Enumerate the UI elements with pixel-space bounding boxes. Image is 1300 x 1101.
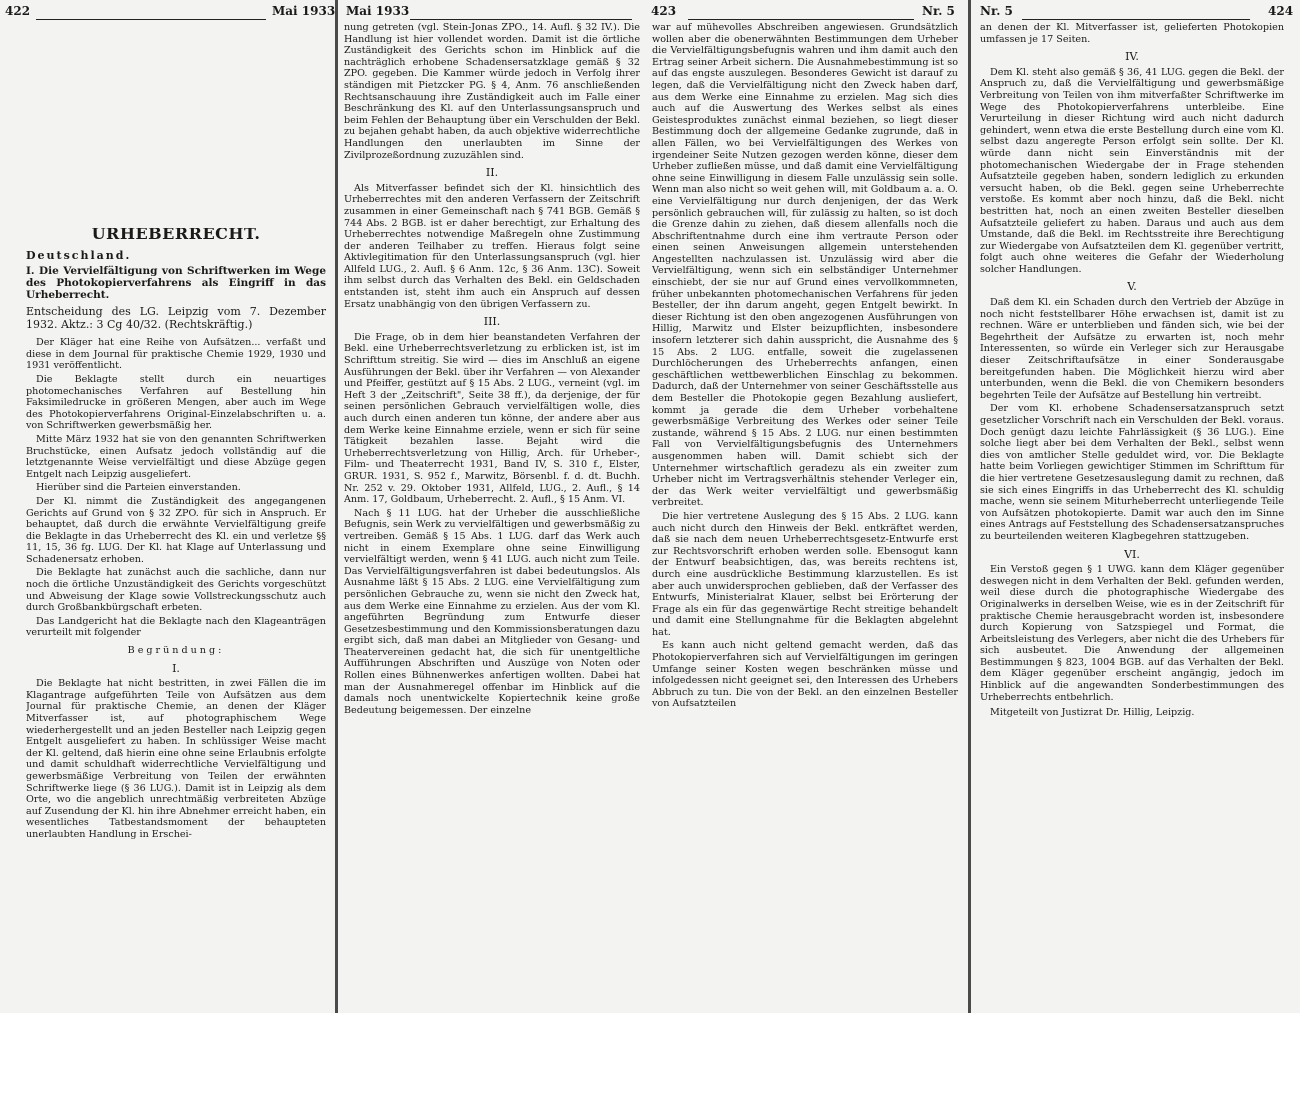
paragraph: Es kann auch nicht geltend gemacht werden, daß das Photokopierverfahren sich auf Vervielfältigungen im geringen Umfange seiner Kosten wegen beschränken müsse und infolgedessen nicht geeignet sei, den Interessen des Urhebers Abbruch zu tun. Die von der Bekl. an den einzelnen Besteller von Aufsatzteilen (652, 640, 958, 710)
article-title: URHEBERRECHT. (91, 228, 261, 243)
blank-margin (0, 1013, 1300, 1101)
paragraph: Die Beklagte hat zunächst auch die sachliche, dann nur noch die örtliche Unzuständigkeit des Gerichts vorgeschützt und Abweisung der Klage sowie Vollstreckungsschutz auch durch Großbankbürgschaft erbeten. (26, 567, 326, 614)
case-subheading: I. Die Vervielfältigung von Schriftwerken im Wege des Photokopierverfahrens als Eingriff in das Urheberrecht. (26, 265, 326, 302)
header-rule-right (1022, 19, 1250, 20)
paragraph: Der vom Kl. erhobene Schadensersatzanspruch setzt gesetzlicher Vorschrift nach ein Verschulden der Bekl. voraus. Doch genügt dazu leichte Fahrlässigkeit (§ 36 LUG.). Eine solche liegt aber bei dem Verhalten der Bekl., selbst wenn dies von amtlicher Stelle geduldet wird, vor. Die Beklagte hatte beim Vorliegen gewichtiger Stimmen im Schrifttum für die hier vertretene Gesetzesauslegung damit zu rechnen, daß sie sich eines Eingriffs in das Urheberrecht des Kl. schuldig mache, wenn sie seinem Miturheberrecht unterliegende Teile von Aufsätzen photokopierte. Damit war auch den im Sinne eines Antrags auf Feststellung des Schadensersatzanspruches zu beurteilenden weiteren Klagbegehren stattzugeben. (980, 403, 1284, 542)
paragraph: war auf mühevolles Abschreiben angewiesen. Grundsätzlich wollen aber die obenerwähnten Bestimmungen dem Urheber die Vervielfältigungsbefugnis wahren und ihm damit auch den Ertrag seiner Arbeit sichern. Die Ausnahmebestimmung ist so auf das engste auszulegen. Besonderes Gewicht ist darauf zu legen, daß die Vervielfältigung nicht den Zweck haben darf, aus dem Werke eine Einnahme zu erzielen. Mag sich dies auch auf die Auswertung des Werkes selbst als eines Geistesproduktes zunächst einmal beziehen, so liegt dieser Bestimmung doch der allgemeine Gedanke zugrunde, daß in allen Fällen, wo bei Vervielfältigungen des Werkes von irgendeiner Seite Nutzen gezogen werden könne, dieser dem Urheber zufließen müsse, und daß damit eine Vervielfältigung ohne seine Einwilligung in diesem Falle unzulässig sein solle. Wenn man also nicht so weit gehen will, mit Goldbaum a. a. O. eine Vervielfältigung nur durch denjenigen, der das Werk persönlich gebrauchen will, für zulässig zu halten, so ist doch die Grenze dahin zu ziehen, daß diesem allenfalls noch die Abschriftentnahme durch eine ihm vertraute Person oder einen seinen Anweisungen allgemein unterstehenden Angestellten nachzulassen ist. Unzulässig wird aber die Vervielfältigung, wenn sich ein selbständiger Unternehmer einschiebt, der sie nur auf Grund eines vervollkommneten, früher unbekannten photomechanischen Verfahrens für jeden Besteller, der ihn darum angeht, gegen Entgelt bewirkt. In dieser Richtung ist den oben angezogenen Ausführungen von Hillig, Marwitz und Elster beizupflichten, insbesondere insofern letzterer sich dahin ausspricht, die Ausnahme des § 15 Abs. 2 LUG. entfalle, soweit die zugelassenen Durchlöcherungen des Urheberrechts anfangen, einen geschäftlichen wettbewerblichen Einschlag zu bekommen. Dadurch, daß der Unternehmer von seiner Geschäftsstelle aus dem Besteller die Photokopie gegen Bezahlung ausliefert, kommt ja gerade die dem Urheber vorbehaltene gewerbsmäßige Verbreitung des Werkes oder seiner Teile zustande, während § 15 Abs. 2 LUG. nur einen bestimmten Fall von Vervielfältigungsbefugnis des Unternehmers ausgenommen haben will. Damit schiebt sich der Unternehmer wirtschaftlich geradezu als ein zweiter zum Urheber nicht im Vertragsverhältnis stehender Verleger ein, der das Werk weiter vervielfältigt und gewerbsmäßig verbreitet. (652, 22, 958, 509)
section-heading-1: I. (172, 661, 180, 675)
paragraph: an denen der Kl. Mitverfasser ist, gelieferten Photokopien umfassen je 17 Seiten. (980, 22, 1284, 45)
text-column-2 (344, 22, 640, 1007)
header-rule-middle-a (410, 19, 632, 20)
paragraph: Mitte März 1932 hat sie von den genannten Schriftwerken Bruchstücke, einen Aufsatz jedoch vollständig auf die letztgenannte Weise vervielfältigt und diese Abzüge gegen Entgelt nach Leipzig ausgeliefert. (26, 433, 326, 480)
signoff: Mitgeteilt von Justizrat Dr. Hillig, Leipzig. (990, 707, 1195, 719)
paragraph: Daß dem Kl. ein Schaden durch den Vertrieb der Abzüge in noch nicht feststellbarer Höhe erwachsen ist, damit ist zu rechnen. Wäre er unterblieben und fänden sich, wie bei der Begehrtheit der Aufsätze zu erwarten ist, noch mehr Interessenten, so würde ein Verleger sich zur Herausgabe dieser Zeitschriftaufsätze in einer Sonderausgabe bereitgefunden haben. Die Möglichkeit hierzu wird aber unterbunden, wenn die Bekl. die von Chemikern besonders begehrten Teile der Aufsätze auf Bestellung hin vertreibt. (980, 297, 1284, 401)
section-heading-2: II. (485, 166, 499, 180)
text-column-1 (26, 228, 326, 1007)
paragraph: Ein Verstoß gegen § 1 UWG. kann dem Kläger gegenüber deswegen nicht in dem Verhalten der Bekl. gefunden werden, weil diese durch die photographische Wiedergabe des Originalwerks in derselben Weise, wie es in der Zeitschrift für praktische Chemie herausgebracht worden ist, insbesondere durch Kopierung von Satzspiegel und Format, die Arbeitsleistung des Verlegers, aber nicht die des Urhebers für sich ausbeutet. Die Anwendung der allgemeinen Bestimmungen § 823, 1004 BGB. auf das Verhalten der Bekl. dem Kläger gegenüber erscheint angängig, jedoch im Hinblick auf die angewandten Sonderbestimmungen des Urheberrechts entbehrlich. (980, 564, 1284, 703)
country-heading: Deutschland. (26, 248, 132, 262)
begruendung-heading: Begründung: (127, 645, 225, 657)
paragraph: Die hier vertretene Auslegung des § 15 Abs. 2 LUG. kann auch nicht durch den Hinweis der Bekl. entkräftet werden, daß sie nach dem neuen Urheberrechtsgesetz-Entwurfe erst zur Rechtsvorschrift erhoben werden solle. Ebensogut kann der Entwurf beabsichtigen, das, was bereits rechtens ist, durch eine ausdrückliche Bestimmung klarzustellen. Es ist aber auch unwidersprochen geblieben, daß der Verfasser des Entwurfs, Ministerialrat Klauer, selbst bei Erörterung der Frage als ein für das gegenwärtige Recht streitige behandelt und damit eine Stellungnahme für die Beklagten abgelehnt hat. (652, 510, 958, 638)
page-gutter-right (968, 0, 971, 1013)
paragraph: Hierüber sind die Parteien einverstanden. (36, 482, 241, 494)
text-column-3 (652, 22, 958, 1007)
paragraph: Die Frage, ob in dem hier beanstandeten Verfahren der Bekl. eine Urheberrechtsverletzung zu erblicken ist, ist im Schrifttum streitig. Sie wird — dies im Anschluß an eigene Ausführungen der Bekl. über ihr Verfahren — von Alexander und Pfeiffer, gestützt auf § 15 Abs. 2 LUG., verneint (vgl. im Heft 3 der „Zeitschrift", Seite 38 ff.), da derjenige, der für seinen persönlichen Gebrauch vervielfältigen wolle, dies auch durch einen anderen tun könne, der andere aber aus dem Werke keine Einnahme erziele, wenn er sich für seine Tätigkeit bezahlen lasse. Bejaht wird die Urheberrechtsverletzung von Hillig, Arch. für Urheber-, Film- und Theaterrecht 1931, Band IV, S. 310 f., Elster, GRUR. 1931, S. 952 f., Marwitz, Börsenbl. f. d. dt. Buchh. Nr. 252 v. 29. Oktober 1931, Allfeld, LUG., 2. Aufl., § 14 Anm. 17, Goldbaum, Urheberrecht. 2. Aufl., § 15 Anm. VI. (344, 331, 640, 506)
page-gutter-left (335, 0, 338, 1013)
paragraph: Als Mitverfasser befindet sich der Kl. hinsichtlich des Urheberrechtes mit den anderen Verfassern der Zeitschrift zusammen in einer Gemeinschaft nach § 741 BGB. Gemäß § 744 Abs. 2 BGB. ist er daher berechtigt, zur Erhaltung des Urheberrechtes notwendige Maßregeln ohne Zustimmung der anderen Teilhaber zu treffen. Hieraus folgt seine Aktivlegitimation für den Unterlassungsanspruch (vgl. hier Allfeld LUG., 2. Aufl. § 6 Anm. 12c, § 36 Anm. 13C). Soweit ihm selbst durch das Verhalten des Bekl. ein Geldschaden entstanden ist, steht ihm auch ein Anspruch auf dessen Ersatz unabhängig von den übrigen Verfassern zu. (344, 182, 640, 310)
paragraph: Dem Kl. steht also gemäß § 36, 41 LUG. gegen die Bekl. der Anspruch zu, daß die Vervielfältigung und gewerbsmäßige Verbreitung von Teilen von ihm mitverfaßter Schriftwerke im Wege des Photokopierverfahrens unterbleibe. Eine Verurteilung in dieser Richtung wird auch nicht dadurch gehindert, wenn etwa die erste Bestellung durch eine vom Kl. selbst dazu angeregte Person erfolgt sein sollte. Der Kl. würde dann nicht sein Einverständnis mit der photomechanischen Wiedergabe der in Frage stehenden Aufsatzteile gegeben haben, sondern lediglich zu erkunden versucht haben, ob die Bekl. gegen seine Urheberrechte verstoße. Es kommt aber noch hinzu, daß die Bekl. nicht bestritten hat, noch an einen zweiten Besteller dieselben Aufsatzteile geliefert zu haben. Daraus und auch aus dem Umstande, daß die Bekl. im Rechtsstreite ihre Berechtigung zur Wiedergabe von Aufsatzteilen dem Kl. gegenüber vertritt, folgt auch ohne weiteres die Gefahr der Wiederholung solcher Handlungen. (980, 66, 1284, 275)
section-heading-4: IV. (1125, 50, 1139, 64)
text-column-4 (980, 22, 1284, 1007)
page-number-422: 422 (5, 4, 31, 18)
paragraph: nung getreten (vgl. Stein-Jonas ZPO., 14. Aufl. § 32 IV.). Die Handlung ist hier vollendet worden. Damit ist die örtliche Zuständigkeit des Gerichts schon im Hinblick auf die nachträglich erhobene Schadensersatzklage gemäß § 32 ZPO. gegeben. Die Kammer würde jedoch in Verfolg ihrer ständigen mit Pietzcker PG. § 4, Anm. 76 anschließenden Rechtsanschauung ihre Zuständigkeit auch im Falle einer Beschränkung des Kl. auf den Unterlassungsanspruch und beim Fehlen der Behauptung über ein Verschulden der Bekl. zu bejahen gehabt haben, da auch objektive widerrechtliche Handlungen den unerlaubten im Sinne der Zivilprozeßordnung zuzuzählen sind. (344, 22, 640, 161)
page-number-423: 423 (651, 4, 677, 18)
page-number-424: 424 (1268, 4, 1294, 18)
paragraph: Die Beklagte stellt durch ein neuartiges photomechanisches Verfahren auf Bestellung hin Faksimiledrucke in größeren Mengen, aber auch im Wege des Photokopierverfahrens Original-Einzelabschriften u. a. von Schriftwerken gewerbsmäßig her. (26, 373, 326, 432)
header-rule-left (36, 19, 266, 20)
section-heading-6: VI. (1124, 547, 1140, 561)
header-date-left: Mai 1933 (272, 4, 336, 18)
section-heading-3: III. (483, 315, 501, 329)
paragraph: Die Beklagte hat nicht bestritten, in zwei Fällen die im Klagantrage aufgeführten Teile von Aufsätzen aus dem Journal für praktische Chemie, an denen der Kläger Mitverfasser ist, auf photographischem Wege wiederhergestellt und an jeden Besteller nach Leipzig gegen Entgelt ausgeliefert zu haben. In schlüssiger Weise macht der Kl. geltend, daß hierin eine ohne seine Erlaubnis erfolgte und damit schuldhaft widerrechtliche Vervielfältigung und gewerbsmäßige Verbreitung von Teilen der erwähnten Schriftwerke liege (§ 36 LUG.). Damit ist in Leipzig als dem Orte, wo die angeblich unrechtmäßig verbreiteten Abzüge auf Zusendung der Kl. hin ihre Abnehmer erreicht haben, ein wesentliches Tatbestandsmoment der behaupteten unerlaubten Handlung in Erschei- (26, 678, 326, 840)
paragraph: Das Landgericht hat die Beklagte nach den Klageanträgen verurteilt mit folgender (26, 615, 326, 639)
paragraph: Der Kläger hat eine Reihe von Aufsätzen... verfaßt und diese in dem Journal für praktische Chemie 1929, 1930 und 1931 veröffentlicht. (26, 337, 326, 372)
paragraph: Nach § 11 LUG. hat der Urheber die ausschließliche Befugnis, sein Werk zu vervielfältigen und gewerbsmäßig zu vertreiben. Gemäß § 15 Abs. 1 LUG. darf das Werk auch nicht in einem Exemplare ohne seine Einwilligung vervielfältigt werden, wenn § 41 LUG. auch nicht zum Teile. Das Vervielfältigungsverfahren ist dabei bedeutungslos. Als Ausnahme läßt § 15 Abs. 2 LUG. eine Vervielfältigung zum persönlichen Gebrauche zu, wenn sie nicht den Zweck hat, aus dem Werke eine Einnahme zu erzielen. Aus der vom Kl. angeführten Begründung zum Entwurfe dieser Gesetzesbestimmung und den Kommissionsberatungen dazu ergibt sich, daß man dabei an Mitglieder von Gesang- und Theatervereinen gedacht hat, die sich für unentgeltliche Aufführungen Abschriften und Auszüge von Noten oder Rollen eines Bühnenwerkes anfertigen wollten. Dabei hat man der Ausnahmeregel offenbar im Hinblick auf die damals noch unentwickelte Kopiertechnik keine große Bedeutung beigemessen. Der einzelne (344, 507, 640, 716)
header-issue-middle: Nr. 5 (922, 4, 955, 18)
paragraph: Der Kl. nimmt die Zuständigkeit des angegangenen Gerichts auf Grund von § 32 ZPO. für sich in Anspruch. Er behauptet, daß durch die erwähnte Vervielfältigung greife die Beklagte in das Urheberrecht des Kl. ein und verletze §§ 11, 15, 36 fg. LUG. Der Kl. hat Klage auf Unterlassung und Schadenersatz erhoben. (26, 495, 326, 565)
header-rule-middle-b (688, 19, 914, 20)
header-date-middle: Mai 1933 (346, 4, 410, 18)
decision-reference: Entscheidung des LG. Leipzig vom 7. Dezember 1932. Aktz.: 3 Cg 40/32. (Rechtskräftig.) (26, 305, 326, 332)
section-heading-5: V. (1127, 280, 1137, 294)
header-issue-right: Nr. 5 (980, 4, 1013, 18)
